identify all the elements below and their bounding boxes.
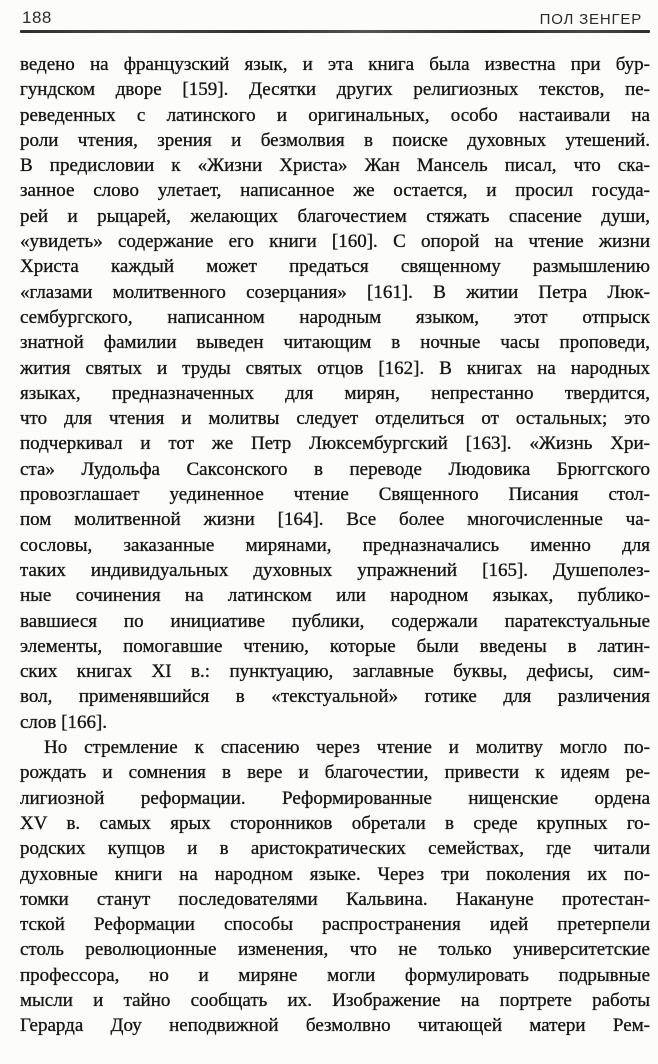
text-line: ные сочинения на латинском или народном языках, публико- [20, 585, 650, 607]
text-line: мысли и тайно сообщать их. Изображение на портрете работы [20, 989, 650, 1011]
text-line: жития святых и труды святых отцов [162]. В книгах на народных [20, 357, 650, 379]
text-line: ведено на французский язык, и эта книга была известна при бур- [20, 54, 650, 75]
text-line: гундском дворе [159]. Десятки других религиозных текстов, пе- [20, 79, 650, 101]
text-line: духовные книги на народном языке. Через три поколения их по- [20, 863, 650, 885]
text-line: знатной фамилии выведен читающим в ночные часы проповеди, [20, 332, 650, 354]
text-line: элементы, помогавшие чтению, которые были введены в латин- [20, 635, 650, 657]
text-line: вавшиеся по инициативе публики, содержали паратекстуальные [20, 610, 650, 632]
text-line: В предисловии к «Жизни Христа» Жан Мансель писал, что ска- [20, 155, 650, 177]
text-line: Но стремление к спасению через чтение и молитву могло по- [44, 737, 650, 759]
text-line: реведенных с латинского и оригинальных, особо настаивали на [20, 104, 650, 126]
text-line: таких индивидуальных духовных упражнений [165]. Душеполез- [20, 559, 650, 581]
text-line: провозглашает уединенное чтение Священного Писания стол- [20, 484, 650, 506]
page-body [20, 52, 650, 1039]
text-line: что для чтения и молитвы следует отделиться от остальных; это [20, 408, 650, 430]
text-line: языках, предназначенных для мирян, непрестанно твердится, [20, 382, 650, 404]
text-line: рей и рыцарей, желающих благочестием стяжать спасение души, [20, 205, 650, 227]
header-rule [20, 30, 650, 33]
text-line: подчеркивал и тот же Петр Люксембургский [163]. «Жизнь Хри- [20, 433, 650, 455]
text-line: Герарда Доу неподвижной безмолвно читающей матери Рем- [20, 1015, 650, 1037]
text-line: лигиозной реформации. Реформированные нищенские ордена [20, 787, 650, 809]
text-line: томки станут последователями Кальвина. Накануне протестан- [20, 888, 650, 910]
text-line: XV в. самых ярых сторонников обретали в среде крупных го- [20, 812, 650, 834]
text-line: ских книгах XI в.: пунктуацию, заглавные буквы, дефисы, сим- [20, 661, 650, 683]
text-line: «глазами молитвенного созерцания» [161]. В житии Петра Люк- [20, 281, 650, 303]
text-line: профессора, но и миряне могли формулировать подрывные [20, 964, 650, 986]
text-line: сембургского, написанном народным языком, этот отпрыск [20, 306, 650, 328]
page-number: 188 [22, 8, 52, 27]
text-line: столь революционные изменения, что не только университетские [20, 939, 650, 961]
text-line: сословы, заказанные мирянами, предназначались именно для [20, 534, 650, 556]
running-header [22, 6, 642, 28]
running-title: ПОЛ ЗЕНГЕР [539, 11, 642, 28]
text-line: ста» Лудольфа Саксонского в переводе Людовика Брюггского [20, 458, 650, 480]
text-line: рождать и сомнения в вере и благочестии, привести к идеям ре- [20, 762, 650, 784]
text-line: пом молитвенной жизни [164]. Все более многочисленные ча- [20, 509, 650, 531]
text-line: «увидеть» содержание его книги [160]. С опорой на чтение жизни [20, 231, 650, 253]
text-line: тской Реформации способы распространения идей претерпели [20, 914, 650, 936]
text-line: Христа каждый может предаться священному размышлению [20, 256, 650, 278]
text-line: занное слово улетает, написанное же остается, и просил госуда- [20, 180, 650, 202]
text-line: вол, применявшийся в «текстуальной» готике для различения [20, 686, 650, 708]
text-line: родских купцов и в аристократических семействах, где читали [20, 838, 650, 860]
text-line: слов [166]. [20, 711, 108, 733]
text-line: роли чтения, зрения и безмолвия в поиске духовных утешений. [20, 129, 650, 151]
